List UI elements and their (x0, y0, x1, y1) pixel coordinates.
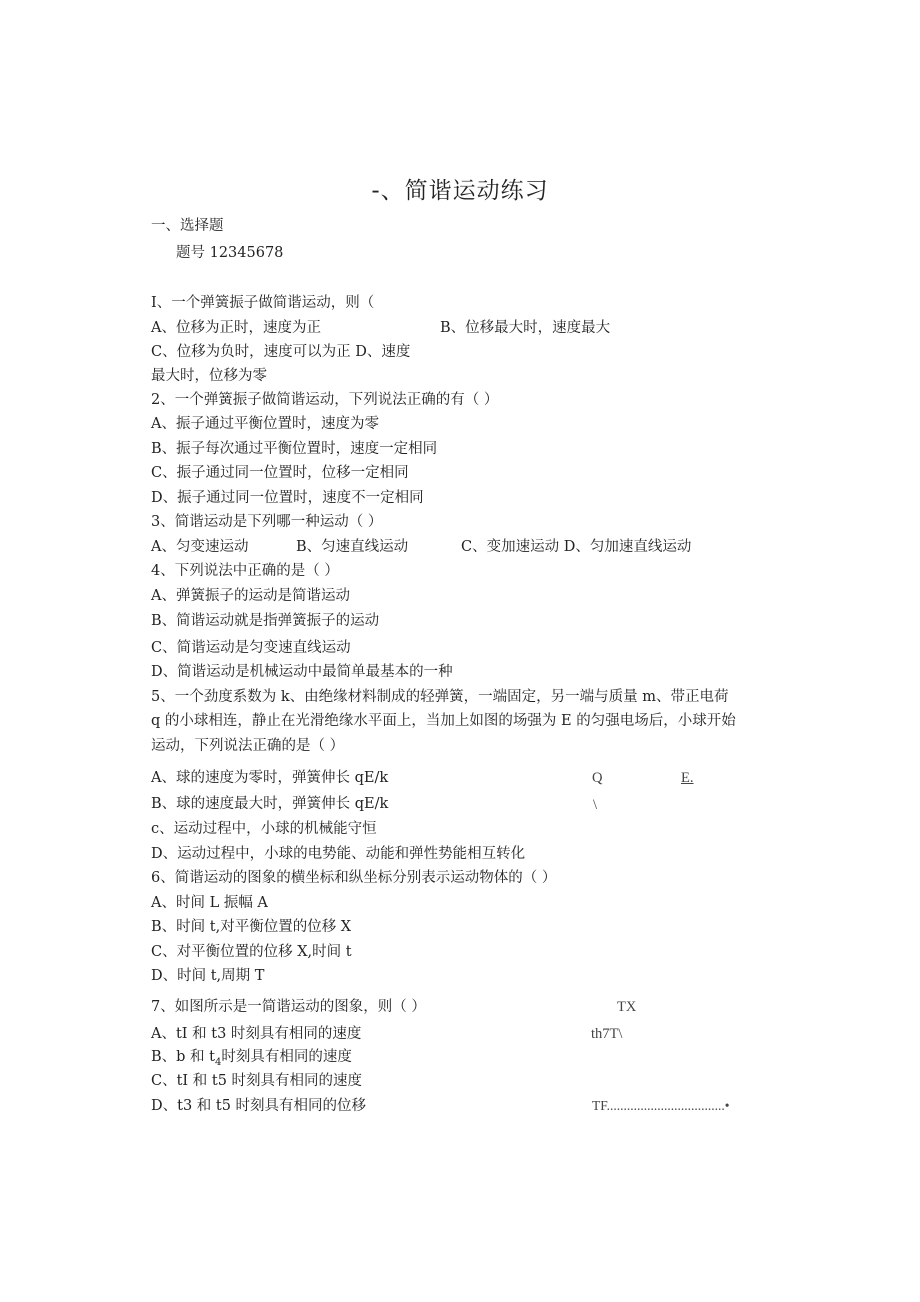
q7-option-b (151, 1047, 352, 1073)
q6-option-b: B、时间 t,对平衡位置的位移 X (151, 919, 352, 935)
q7-option-d: D、t3 和 t5 时刻具有相同的位移 (151, 1098, 367, 1114)
q1-option-d-cont: 最大时，位移为零 (151, 368, 267, 384)
q5-stem-line1: 5、一个劲度系数为 k、由绝缘材料制成的轻弹簧，一端固定，另一端与质量 m、带正电荷 (151, 689, 729, 705)
q2-option-a: A、振子通过平衡位置时，速度为零 (151, 416, 379, 432)
q4-option-a: A、弹簧振子的运动是简谐运动 (151, 588, 350, 604)
q3-option-cd: C、变加速运动 D、匀加速直线运动 (461, 539, 692, 555)
q5-option-d: D、运动过程中，小球的电势能、动能和弹性势能相互转化 (151, 846, 526, 862)
q1-option-c: C、位移为负时，速度可以为正 D、速度 (151, 344, 411, 360)
section-heading: 一、选择题 (151, 218, 224, 234)
q4-option-c: C、简谐运动是匀变速直线运动 (151, 640, 351, 656)
q7-figure-tf-axis: TF...................................• (592, 1098, 730, 1113)
q2-option-b: B、振子每次通过平衡位置时，速度一定相同 (151, 441, 438, 457)
page-title: -、简谐运动练习 (371, 178, 549, 204)
q5-stem-line3: 运动，下列说法正确的是（ ） (151, 738, 345, 754)
q4-option-d: D、简谐运动是机械运动中最简单最基本的一种 (151, 664, 453, 680)
q6-option-d: D、时间 t,周期 T (151, 968, 265, 984)
q1-option-a: A、位移为正时，速度为正 (151, 320, 321, 336)
q7-stem: 7、如图所示是一简谐运动的图象，则（ ） (151, 999, 426, 1015)
q6-option-a: A、时间 L 振幅 A (151, 895, 268, 911)
q5-figure-slash: \ (593, 797, 598, 813)
q7-option-b-pre: B、b 和 t (151, 1049, 215, 1065)
q4-option-b: B、简谐运动就是指弹簧振子的运动 (151, 613, 380, 629)
q2-option-d: D、振子通过同一位置时，速度不一定相同 (151, 490, 424, 506)
q7-figure-tx-label: TX (617, 999, 637, 1015)
q7-option-b-post: 时刻具有相同的速度 (221, 1049, 352, 1065)
q5-stem-line2: q 的小球相连，静止在光滑绝缘水平面上，当加上如图的场强为 E 的匀强电场后，小球开始 (151, 713, 736, 729)
q5-option-a: A、球的速度为零时，弹簧伸长 qE/k (151, 770, 389, 786)
q7-option-c: C、tI 和 t5 时刻具有相同的速度 (151, 1073, 363, 1089)
q5-option-b: B、球的速度最大时，弹簧伸长 qE/k (151, 796, 389, 812)
q3-option-b: B、匀速直线运动 (296, 539, 409, 555)
q5-figure-q-label: Q (592, 770, 603, 786)
q3-stem: 3、简谐运动是下列哪一种运动（ ） (151, 514, 383, 530)
q3-option-a: A、匀变速运动 (151, 539, 249, 555)
q7-figure-th7t-label: th7T\ (591, 1026, 623, 1042)
q1-option-b: B、位移最大时，速度最大 (440, 320, 611, 336)
q2-option-c: C、振子通过同一位置时，位移一定相同 (151, 465, 409, 481)
q4-stem: 4、下列说法中正确的是（ ） (151, 563, 339, 579)
q1-stem: I、一个弹簧振子做简谐运动，则（ (151, 295, 375, 311)
q7-option-b-subscript: 4 (214, 1056, 222, 1068)
q5-option-c: c、运动过程中，小球的机械能守恒 (151, 821, 377, 837)
answer-row: 题号 12345678 (176, 245, 284, 261)
q5-figure-e-label: E. (681, 770, 694, 786)
q6-option-c: C、对平衡位置的位移 X,时间 t (151, 944, 352, 960)
q6-stem: 6、简谐运动的图象的横坐标和纵坐标分别表示运动物体的（ ） (151, 870, 557, 886)
q7-option-a: A、tI 和 t3 时刻具有相同的速度 (151, 1026, 362, 1042)
q2-stem: 2、一个弹簧振子做简谐运动，下列说法正确的有（ ） (151, 392, 499, 408)
